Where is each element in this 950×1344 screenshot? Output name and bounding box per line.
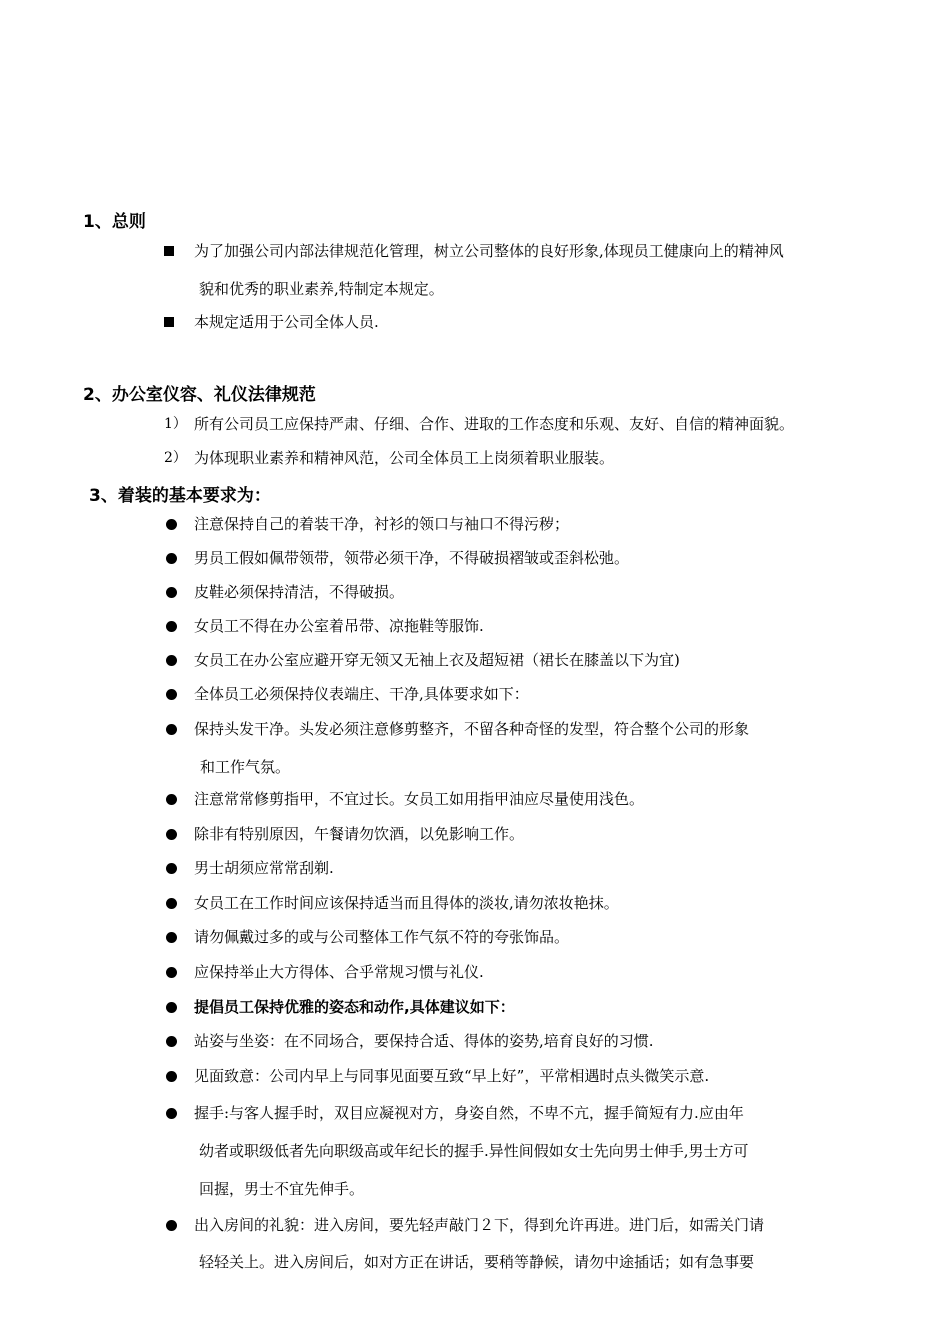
list-item-text: 女员工在工作时间应该保持适当而且得体的淡妆,请勿浓妆艳抹。 <box>194 894 619 912</box>
list-item-text: 貌和优秀的职业素养,特制定本规定。 <box>199 280 444 298</box>
section-heading-dress-code: 3、着装的基本要求为： <box>89 486 271 506</box>
circle-bullet-icon <box>166 932 177 943</box>
list-item-text: 幼者或职级低者先向职级高或年纪长的握手.异性间假如女士先向男士伸手,男士方可 <box>199 1142 749 1160</box>
list-item-text: 男士胡须应常常刮剃. <box>194 859 334 877</box>
list-item-text: 保持头发干净。头发必须注意修剪整齐，不留各种奇怪的发型，符合整个公司的形象 <box>194 720 750 738</box>
square-bullet-icon <box>164 246 174 256</box>
list-item-text: 所有公司员工应保持严肃、仔细、合作、进取的工作态度和乐观、友好、自信的精神面貌。 <box>194 415 795 433</box>
list-item-text: 全体员工必须保持仪表端庄、干净,具体要求如下： <box>194 685 529 703</box>
circle-bullet-icon <box>166 689 177 700</box>
circle-bullet-icon <box>166 621 177 632</box>
section-heading-office-etiquette: 2、办公室仪容、礼仪法律规范 <box>83 385 316 405</box>
square-bullet-icon <box>164 317 174 327</box>
circle-bullet-icon <box>166 829 177 840</box>
circle-bullet-icon <box>166 519 177 530</box>
circle-bullet-icon <box>166 1108 177 1119</box>
list-item-text: 站姿与坐姿：在不同场合，要保持合适、得体的姿势,培育良好的习惯. <box>194 1032 654 1050</box>
list-number: 2） <box>164 450 187 466</box>
circle-bullet-icon <box>166 587 177 598</box>
circle-bullet-icon <box>166 1220 177 1231</box>
list-item-text: 应保持举止大方得体、合乎常规习惯与礼仪. <box>194 963 484 981</box>
circle-bullet-icon <box>166 967 177 978</box>
list-item-text: 本规定适用于公司全体人员. <box>194 313 379 331</box>
list-item-text: 出入房间的礼貌：进入房间，要先轻声敲门２下，得到允许再进。进门后，如需关门请 <box>194 1216 765 1234</box>
list-item-text: 为了加强公司内部法律规范化管理，树立公司整体的良好形象,体现员工健康向上的精神风 <box>194 242 784 260</box>
list-item-text: 见面致意：公司内早上与同事见面要互致“早上好”，平常相遇时点头微笑示意. <box>194 1067 710 1085</box>
list-number: 1） <box>164 416 187 432</box>
circle-bullet-icon <box>166 1036 177 1047</box>
list-item-text: 除非有特别原因，午餐请勿饮酒，以免影响工作。 <box>194 825 525 843</box>
list-item-text: 轻轻关上。进入房间后，如对方正在讲话，要稍等静候，请勿中途插话；如有急事要 <box>199 1253 755 1271</box>
circle-bullet-icon <box>166 724 177 735</box>
circle-bullet-icon <box>166 553 177 564</box>
list-item-text: 女员工在办公室应避开穿无领又无袖上衣及超短裙（裙长在膝盖以下为宜) <box>194 651 680 669</box>
list-item-text: 提倡员工保持优雅的姿态和动作,具体建议如下： <box>194 998 515 1016</box>
list-item-text: 注意保持自己的着装干净，衬衫的领口与袖口不得污秽； <box>194 515 570 533</box>
list-item-text: 请勿佩戴过多的或与公司整体工作气氛不符的夸张饰品。 <box>194 928 570 946</box>
circle-bullet-icon <box>166 794 177 805</box>
list-item-text: 皮鞋必须保持清洁，不得破损。 <box>194 583 405 601</box>
list-item-text: 为体现职业素养和精神风范，公司全体员工上岗须着职业服装。 <box>194 449 615 467</box>
circle-bullet-icon <box>166 1002 177 1013</box>
section-heading-general: 1、总则 <box>83 212 146 232</box>
list-item-text: 女员工不得在办公室着吊带、凉拖鞋等服饰. <box>194 617 484 635</box>
list-item-text: 回握，男士不宜先伸手。 <box>199 1180 365 1198</box>
list-item-text: 注意常常修剪指甲，不宜过长。女员工如用指甲油应尽量使用浅色。 <box>194 790 645 808</box>
list-item-text: 男员工假如佩带领带，领带必须干净，不得破损褶皱或歪斜松弛。 <box>194 549 630 567</box>
circle-bullet-icon <box>166 863 177 874</box>
circle-bullet-icon <box>166 898 177 909</box>
list-item-text: 握手:与客人握手时，双目应凝视对方，身姿自然，不卑不亢，握手简短有力.应由年 <box>194 1104 744 1122</box>
circle-bullet-icon <box>166 655 177 666</box>
list-item-text: 和工作气氛。 <box>200 758 291 776</box>
circle-bullet-icon <box>166 1071 177 1082</box>
